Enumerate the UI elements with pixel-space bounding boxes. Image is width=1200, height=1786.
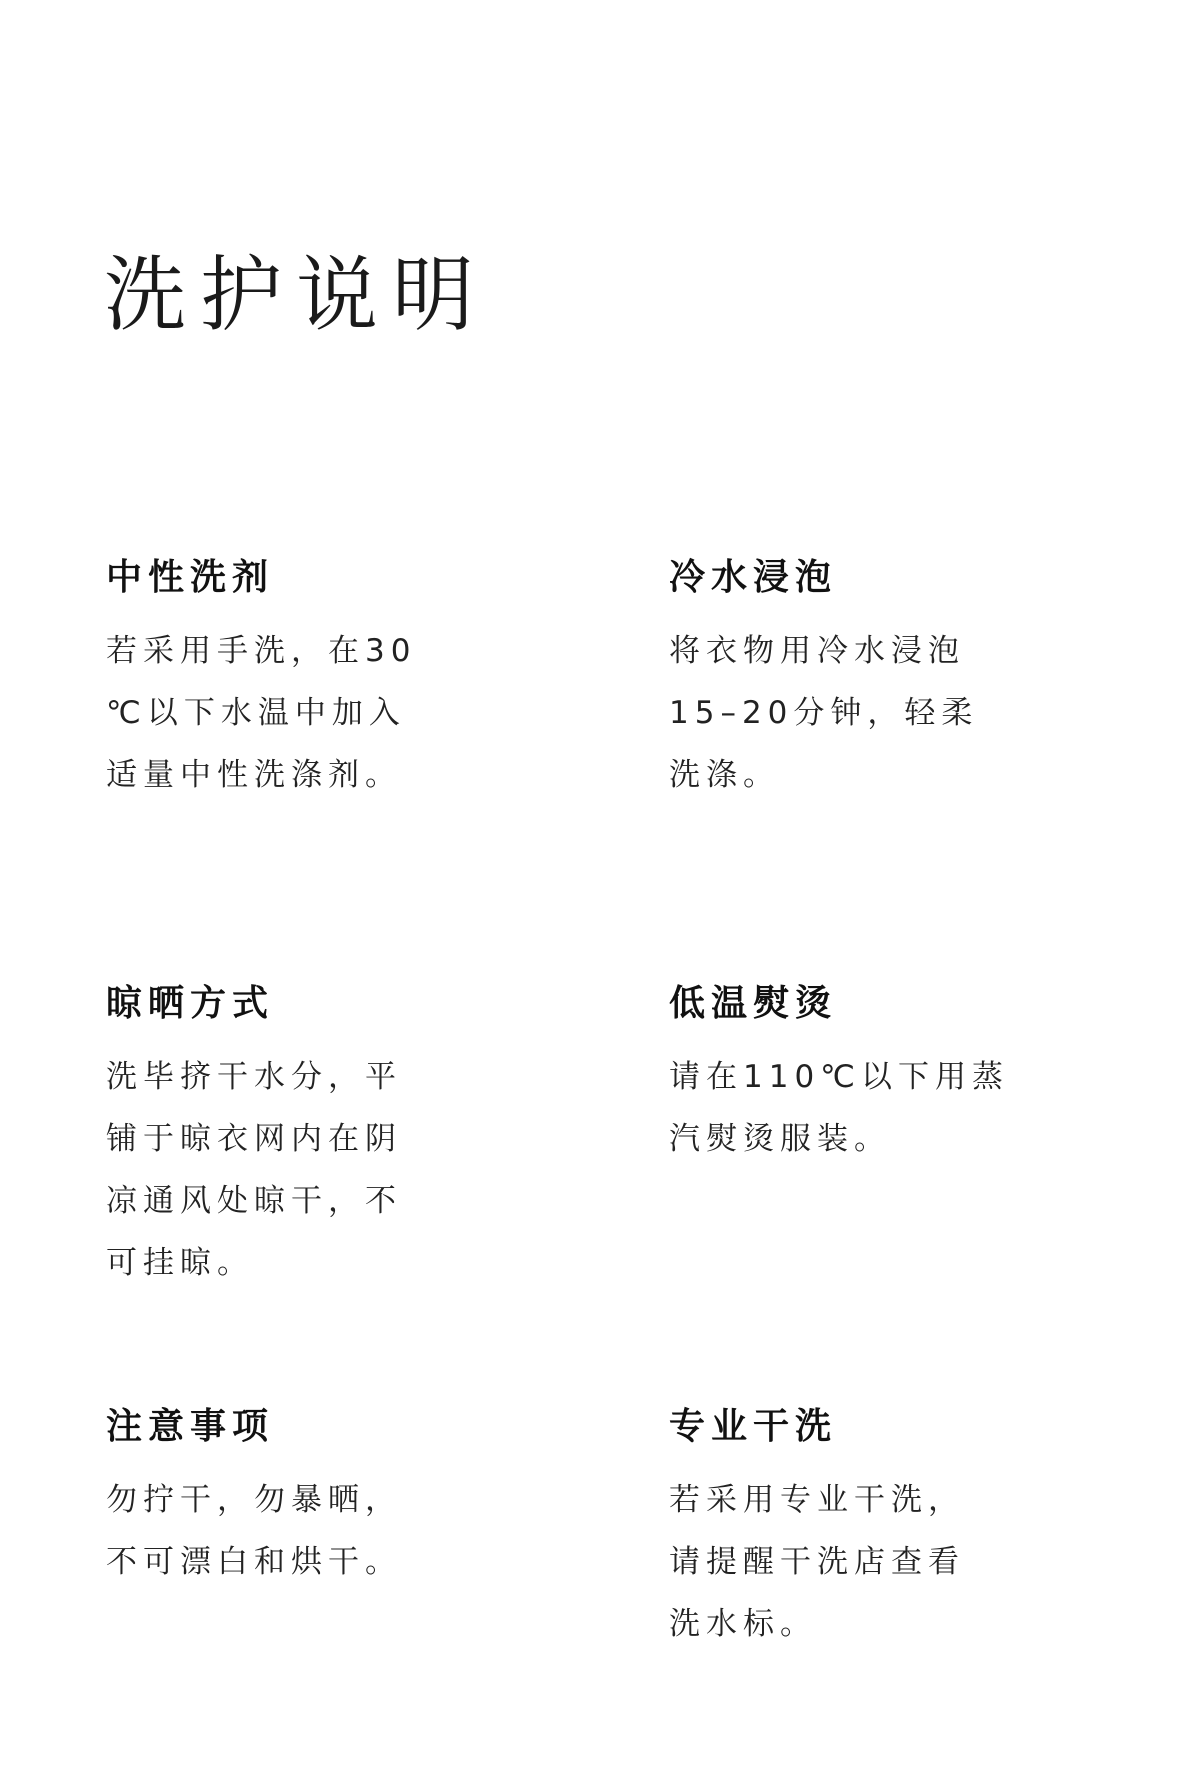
section-heading: 专业干洗 (669, 1406, 838, 1447)
section-professional-dry-clean (669, 1406, 1059, 1655)
body-line: 不可漂白和烘干。 (106, 1544, 402, 1580)
section-heading: 中性洗剂 (106, 557, 275, 598)
body-line: 铺于晾衣网内在阴 (106, 1121, 402, 1157)
page-title: 洗护说明 (104, 248, 489, 343)
body-line: 将衣物用冷水浸泡 (669, 633, 965, 669)
section-neutral-detergent (106, 557, 496, 806)
body-line: 凉通风处晾干，不 (106, 1183, 402, 1219)
section-heading: 冷水浸泡 (669, 557, 838, 598)
body-line: ℃以下水温中加入 (106, 695, 406, 731)
section-body (106, 620, 496, 806)
body-line: 洗水标。 (669, 1606, 817, 1642)
section-body (669, 1046, 1059, 1170)
section-body (669, 620, 1059, 806)
section-body (106, 1046, 496, 1294)
body-line: 汽熨烫服装。 (669, 1121, 891, 1157)
body-line: 若采用专业干洗， (669, 1482, 965, 1518)
body-line: 若采用手洗，在30 (106, 633, 417, 669)
body-line: 请在110℃以下用蒸 (669, 1059, 1009, 1095)
section-heading: 注意事项 (106, 1406, 275, 1447)
body-line: 可挂晾。 (106, 1245, 254, 1281)
body-line: 洗涤。 (669, 757, 780, 793)
body-line: 洗毕挤干水分，平 (106, 1059, 402, 1095)
body-line: 勿拧干，勿暴晒， (106, 1482, 402, 1518)
section-low-temp-ironing (669, 983, 1059, 1170)
body-line: 15–20分钟，轻柔 (669, 695, 979, 731)
section-drying-method (106, 983, 496, 1294)
section-heading: 低温熨烫 (669, 983, 838, 1024)
section-heading: 晾晒方式 (106, 983, 275, 1024)
section-cold-soak (669, 557, 1059, 806)
section-body (106, 1469, 496, 1593)
section-body (669, 1469, 1059, 1655)
body-line: 适量中性洗涤剂。 (106, 757, 402, 793)
section-notes (106, 1406, 496, 1593)
body-line: 请提醒干洗店查看 (669, 1544, 965, 1580)
